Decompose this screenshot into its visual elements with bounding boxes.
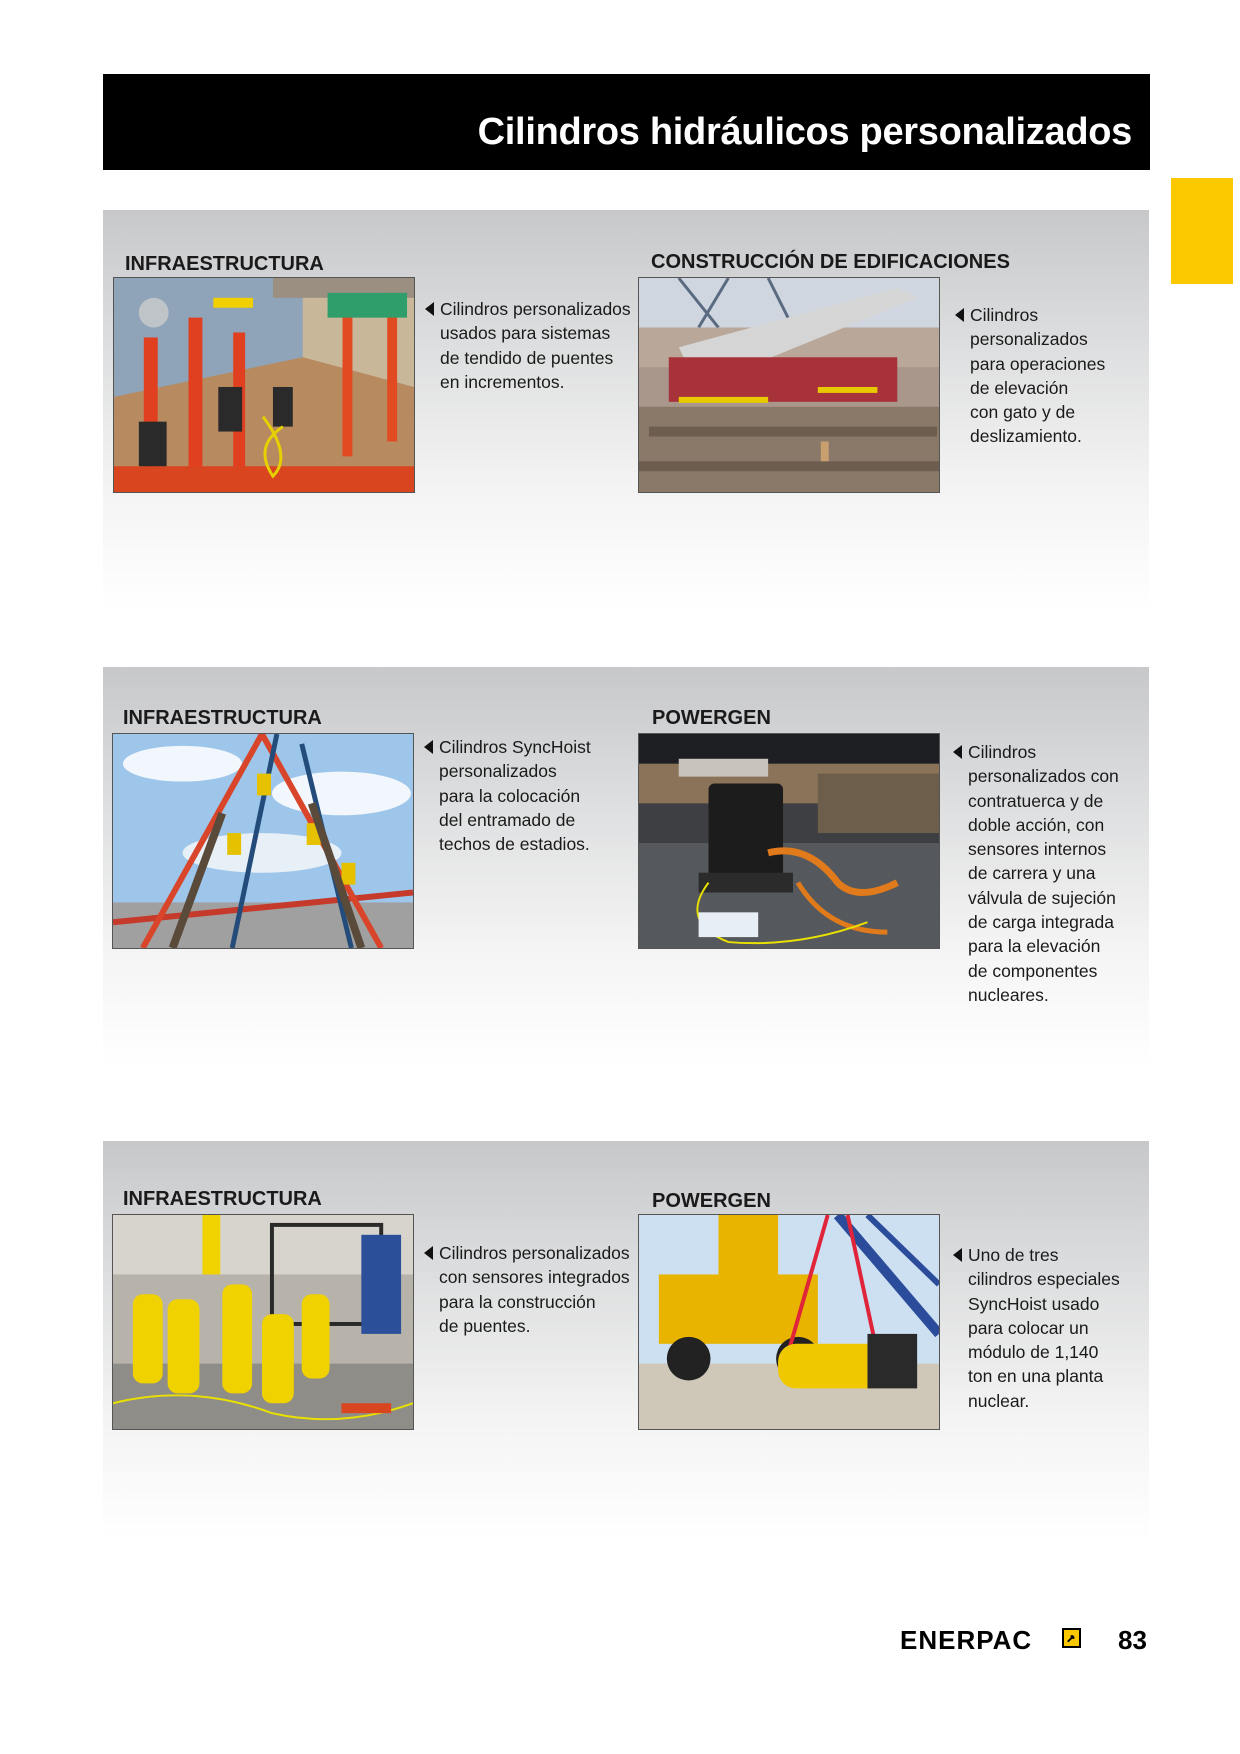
photo-bridge-cylinders-workshop [112,1214,414,1430]
section-heading: POWERGEN [652,1190,771,1212]
page-number: 83 [1118,1625,1147,1655]
section-heading: POWERGEN [652,707,771,729]
caption [970,303,1105,449]
photo-nuclear-lift-cylinder [638,733,940,949]
title-bar [103,74,1150,170]
enerpac-logo: ENERPAC [900,1625,1033,1655]
section-heading: INFRAESTRUCTURA [123,1188,322,1210]
photo-stadium-roof [112,733,414,949]
caption-text: Cilindros personalizados para operaciones de elevación con gato y de deslizamiento. [970,305,1106,447]
caption-text: Cilindros personalizados con contratuerca y de doble acción, con sensores internos de carrera y una válvula de sujeción de carga integrada para la elevación de componentes nucleares. [968,742,1119,1005]
caption [439,1241,630,1338]
caption-text: Cilindros personalizados con sensores integrados para la construcción de puentes. [439,1243,630,1336]
caption-text: Cilindros SyncHoist personalizados para la colocación del entramado de techos de estadios. [439,737,591,855]
caption [439,735,591,856]
caption-text: Uno de tres cilindros especiales SyncHoist usado para colocar un módulo de 1,140 ton en una planta nuclear. [968,1245,1120,1411]
caption [968,740,1119,1007]
photo-bridge-launching [113,277,415,493]
section-heading: INFRAESTRUCTURA [123,707,322,729]
photo-jack-and-slide [638,277,940,493]
caption [968,1243,1120,1413]
photo-synchoist-nuclear-module [638,1214,940,1430]
page-title: Cilindros hidráulicos personalizados [477,111,1132,153]
caption-arrow-icon [424,740,433,754]
caption-arrow-icon [953,745,962,759]
caption-arrow-icon [955,308,964,322]
section-heading: INFRAESTRUCTURA [125,253,324,275]
section-tab-marker [1171,178,1233,284]
caption-arrow-icon [953,1248,962,1262]
caption-text: Cilindros personalizados usados para sistemas de tendido de puentes en incrementos. [440,299,631,392]
section-heading: CONSTRUCCIÓN DE EDIFICACIONES [651,251,1010,273]
caption [440,297,631,394]
enerpac-logo-mark-icon [1062,1628,1081,1648]
caption-arrow-icon [425,302,434,316]
caption-arrow-icon [424,1246,433,1260]
